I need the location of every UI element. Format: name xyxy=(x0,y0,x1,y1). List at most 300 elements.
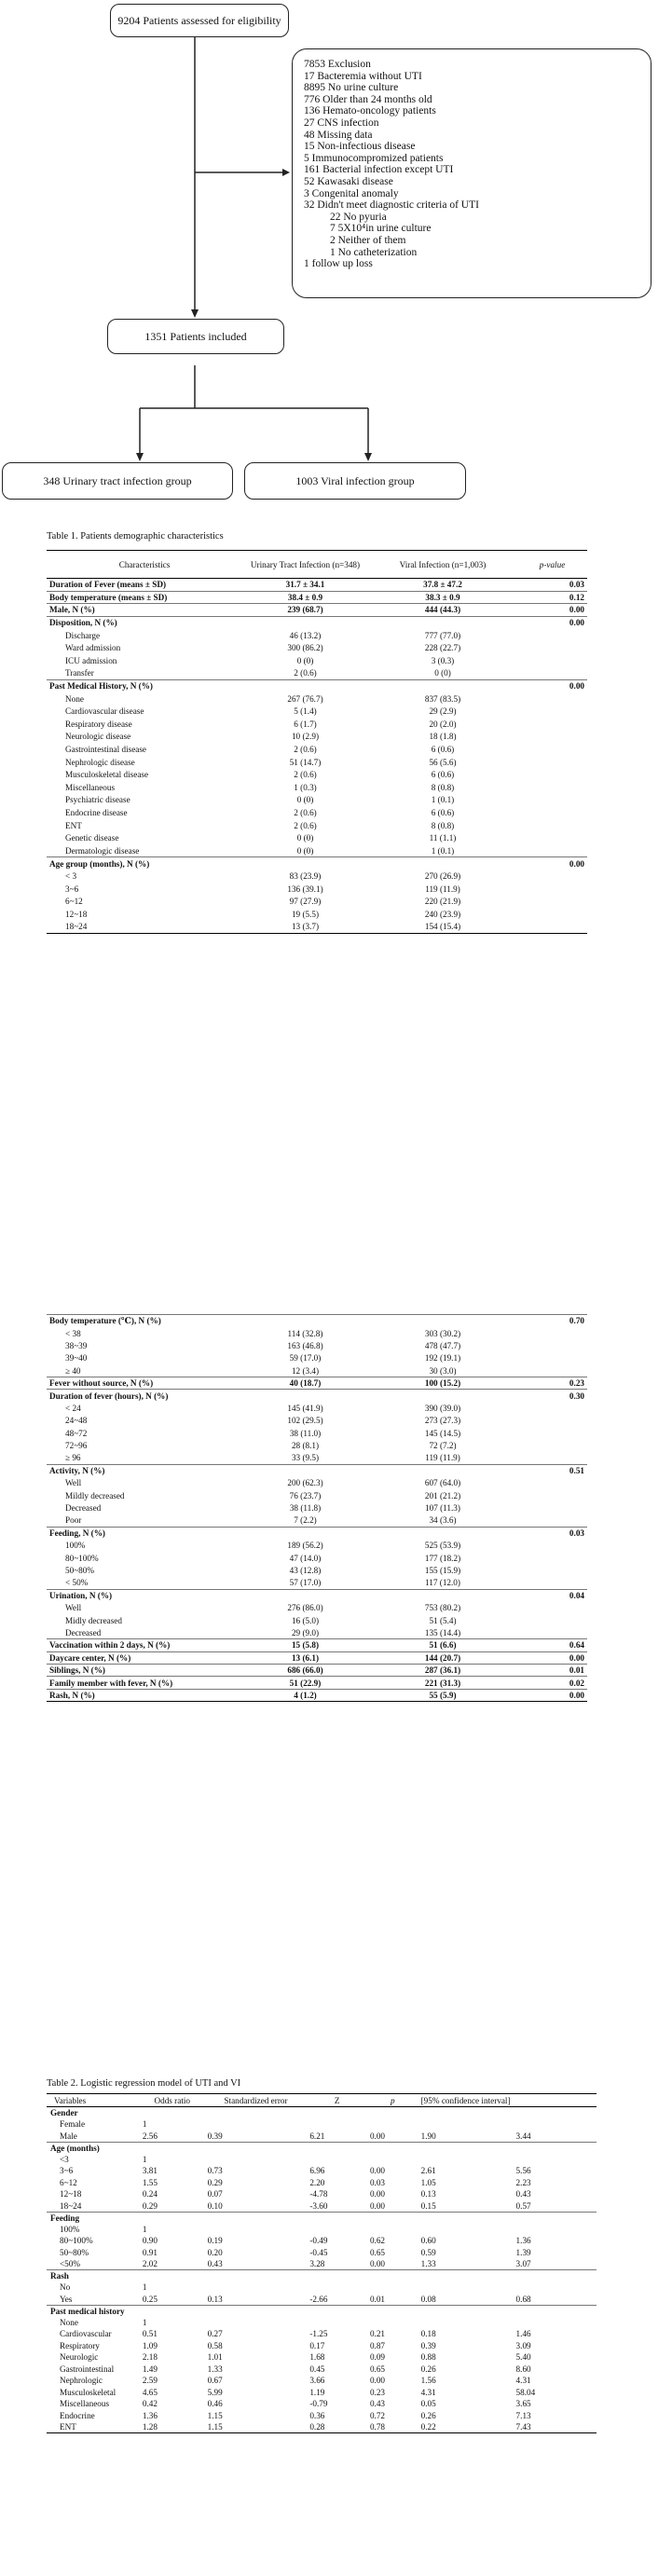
cell-value xyxy=(514,2281,597,2294)
cell-value: 40 (18.7) xyxy=(242,1377,368,1389)
cell-value: 1.68 xyxy=(309,2352,325,2363)
table-section-row xyxy=(47,2212,597,2224)
cell-value: 4.31 xyxy=(515,2376,531,2386)
row-label: Decreased xyxy=(65,1627,102,1637)
cell-value: 0.00 xyxy=(517,1651,587,1664)
table-section-row xyxy=(47,1464,587,1476)
cell-value xyxy=(517,870,587,883)
row-label: Urination, N (%) xyxy=(47,1589,242,1601)
cell-value xyxy=(367,2281,418,2294)
cell-value: 6 (1.7) xyxy=(294,719,317,729)
row-label: Duration of Fever (means ± SD) xyxy=(47,579,242,592)
row-label: Feeding, N (%) xyxy=(47,1527,242,1539)
exclusion-line: 8895 No urine culture xyxy=(304,82,399,94)
cell-value: -1.25 xyxy=(309,2329,328,2339)
table-row xyxy=(47,1327,587,1339)
cell-value xyxy=(367,2224,418,2236)
cell-value: 0.64 xyxy=(517,1639,587,1651)
cell-value: 0.00 xyxy=(369,2259,386,2268)
cell-value xyxy=(517,1514,587,1527)
cell-value: 0.07 xyxy=(207,2189,223,2199)
cell-value xyxy=(418,2270,514,2282)
viral-group-box xyxy=(244,462,466,500)
row-label: Miscellaneous xyxy=(60,2399,110,2409)
cell-value: 2.61 xyxy=(420,2166,436,2176)
cell-value: 3.09 xyxy=(515,2340,531,2350)
table-row xyxy=(47,1439,587,1451)
cell-value: 0.29 xyxy=(142,2200,158,2211)
cell-value xyxy=(242,857,368,870)
table-row xyxy=(47,2421,597,2433)
table-row xyxy=(47,1489,587,1501)
row-label: 39~40 xyxy=(65,1353,88,1363)
cell-value: 686 (66.0) xyxy=(242,1664,368,1676)
cell-value xyxy=(517,1364,587,1377)
cell-value xyxy=(367,2305,418,2317)
table-row xyxy=(47,908,587,921)
cell-value: 0.00 xyxy=(517,679,587,692)
row-label: ICU admission xyxy=(65,655,117,665)
cell-value: 0.19 xyxy=(207,2236,223,2246)
cell-value xyxy=(242,1315,368,1327)
cell-value: 0.88 xyxy=(420,2352,436,2363)
table-row xyxy=(47,2224,597,2236)
cell-value: 20 (2.0) xyxy=(429,719,457,729)
cell-value: 5.40 xyxy=(515,2352,531,2363)
cell-value: 0 (0) xyxy=(434,668,451,678)
cell-value: 5.56 xyxy=(515,2166,531,2176)
cell-value xyxy=(205,2212,308,2224)
cell-value: 0.03 xyxy=(517,579,587,592)
row-label: Neurologic disease xyxy=(65,732,131,742)
row-label: ≥ 96 xyxy=(65,1453,81,1463)
cell-value xyxy=(517,629,587,642)
cell-value: 1.33 xyxy=(207,2364,223,2374)
cell-value xyxy=(418,2154,514,2166)
cell-value: 0.08 xyxy=(420,2294,436,2304)
cell-value xyxy=(517,1452,587,1464)
cell-value: 56 (5.6) xyxy=(429,757,457,767)
cell-value: 51 (22.9) xyxy=(242,1677,368,1689)
cell-value xyxy=(140,2107,205,2119)
cell-value: 6 (0.6) xyxy=(431,770,455,780)
row-label: 6~12 xyxy=(60,2177,77,2187)
table-row xyxy=(47,1427,587,1439)
cell-value: 3 (0.3) xyxy=(431,655,455,665)
cell-value xyxy=(517,831,587,844)
row-label: Well xyxy=(65,1603,82,1613)
cell-value: 0.04 xyxy=(517,1589,587,1601)
row-label: Female xyxy=(60,2119,86,2130)
cell-value: 1.09 xyxy=(142,2340,158,2350)
table-section-row xyxy=(47,1689,587,1701)
table-section-row xyxy=(47,2270,597,2282)
cell-value: 0.68 xyxy=(515,2294,531,2304)
cell-value: 0.46 xyxy=(207,2399,223,2409)
cell-value xyxy=(242,1589,368,1601)
cell-value: 300 (86.2) xyxy=(287,643,323,653)
assessed-box xyxy=(110,4,289,37)
exclusion-line: 52 Kawasaki disease xyxy=(304,175,393,187)
row-label: 100% xyxy=(60,2224,80,2234)
cell-value: 0.24 xyxy=(142,2189,158,2199)
row-label: Feeding xyxy=(47,2212,140,2224)
cell-value xyxy=(517,641,587,654)
cell-value xyxy=(242,1527,368,1539)
row-label: Gastrointestinal disease xyxy=(65,745,147,755)
table-row xyxy=(47,1552,587,1564)
cell-value: 0.21 xyxy=(369,2329,386,2339)
exclusion-line: 3 Congenital anomaly xyxy=(304,187,399,199)
cell-value: 777 (77.0) xyxy=(424,630,461,640)
cell-value: 83 (23.9) xyxy=(289,870,322,881)
table-section-row xyxy=(47,604,587,617)
cell-value: 0.43 xyxy=(207,2259,223,2268)
row-label: Disposition, N (%) xyxy=(47,616,242,629)
cell-value xyxy=(367,2270,418,2282)
cell-value: 0.00 xyxy=(517,604,587,617)
cell-value: 1 (0.1) xyxy=(431,845,455,856)
table2-header-ci-upper xyxy=(514,2094,597,2107)
table1-part1 xyxy=(47,550,587,934)
table2-header-z: Z xyxy=(307,2094,367,2107)
cell-value: 154 (15.4) xyxy=(368,921,517,934)
cell-value: 37.8 ± 47.2 xyxy=(368,579,517,592)
row-label: 12~18 xyxy=(65,909,88,919)
cell-value xyxy=(418,2212,514,2224)
exclusion-line: 17 Bacteremia without UTI xyxy=(304,70,422,82)
cell-value xyxy=(517,1402,587,1414)
cell-value: 33 (9.5) xyxy=(291,1453,320,1463)
cell-value: 0.02 xyxy=(517,1677,587,1689)
row-label: Yes xyxy=(60,2294,73,2304)
row-label: Past Medical History, N (%) xyxy=(47,679,242,692)
cell-value: 2.59 xyxy=(142,2376,158,2386)
cell-value: 1.15 xyxy=(205,2421,308,2433)
row-label: < 3 xyxy=(65,870,77,881)
cell-value: 1.28 xyxy=(140,2421,205,2433)
table1-header-viral: Viral Infection (n=1,003) xyxy=(368,551,517,579)
table-row xyxy=(47,883,587,896)
row-label: Dermatologic disease xyxy=(65,845,140,856)
cell-value xyxy=(517,1477,587,1489)
row-label: Psychiatric disease xyxy=(65,795,130,805)
cell-value xyxy=(307,2317,367,2329)
cell-value: 192 (19.1) xyxy=(424,1353,461,1363)
row-label: Well xyxy=(65,1478,82,1488)
cell-value xyxy=(205,2118,308,2131)
cell-value: 303 (30.2) xyxy=(424,1328,461,1338)
row-label: Poor xyxy=(65,1515,82,1526)
cell-value: 200 (62.3) xyxy=(287,1478,323,1488)
cell-value xyxy=(514,2142,597,2154)
cell-value: 0.30 xyxy=(517,1390,587,1402)
cell-value xyxy=(517,1577,587,1589)
cell-value: 38.4 ± 0.9 xyxy=(242,591,368,604)
cell-value: 4 (1.2) xyxy=(242,1689,368,1701)
cell-value: 3.65 xyxy=(515,2399,531,2409)
cell-value: 0.13 xyxy=(207,2294,223,2304)
table-row xyxy=(47,781,587,794)
table-section-row xyxy=(47,1527,587,1539)
cell-value: 1.39 xyxy=(515,2247,531,2257)
cell-value: 4.65 xyxy=(142,2387,158,2397)
cell-value: 4.31 xyxy=(420,2387,436,2397)
cell-value: -4.78 xyxy=(309,2189,328,2199)
exclusion-line: 22 No pyuria xyxy=(330,211,387,223)
cell-value: 220 (21.9) xyxy=(424,897,461,907)
cell-value: 2 (0.6) xyxy=(294,668,317,678)
table-row xyxy=(47,743,587,756)
row-label: Rash xyxy=(47,2270,140,2282)
row-label: 18~24 xyxy=(47,921,242,934)
cell-value: 57 (17.0) xyxy=(289,1578,322,1588)
table2-header-std-error: Standardized error xyxy=(205,2094,308,2107)
cell-value: 0.01 xyxy=(369,2294,386,2304)
cell-value: 0.18 xyxy=(420,2329,436,2339)
cell-value: 29 (9.0) xyxy=(291,1627,320,1637)
table1-caption: Table 1. Patients demographic characteristics xyxy=(47,531,224,541)
cell-value: 1.15 xyxy=(207,2410,223,2420)
table-row xyxy=(47,2328,597,2340)
cell-value xyxy=(418,2142,514,2154)
row-label: Miscellaneous xyxy=(65,782,116,792)
table-row xyxy=(47,2398,597,2410)
cell-value xyxy=(517,1327,587,1339)
row-label: 50~80% xyxy=(65,1566,94,1575)
row-label: Discharge xyxy=(65,630,101,640)
table-row xyxy=(47,2118,597,2131)
cell-value: 1 xyxy=(142,2119,147,2130)
cell-value: 31.7 ± 34.1 xyxy=(242,579,368,592)
cell-value: -2.66 xyxy=(309,2294,328,2304)
cell-value xyxy=(367,2118,418,2131)
cell-value: 0.57 xyxy=(515,2200,531,2211)
table1-part2 xyxy=(47,1314,587,1702)
table-section-row xyxy=(47,1390,587,1402)
row-label: Cardiovascular xyxy=(60,2329,112,2339)
cell-value: 0.65 xyxy=(369,2247,386,2257)
cell-value: 1.49 xyxy=(142,2364,158,2374)
cell-value xyxy=(517,1352,587,1364)
table-row xyxy=(47,831,587,844)
table-row xyxy=(47,2131,597,2143)
cell-value: 135 (14.4) xyxy=(424,1627,461,1637)
cell-value xyxy=(368,1527,517,1539)
cell-value: 7 (2.2) xyxy=(294,1515,317,1526)
table-row xyxy=(47,705,587,718)
cell-value xyxy=(418,2305,514,2317)
cell-value: 177 (18.2) xyxy=(424,1553,461,1563)
cell-value xyxy=(517,1439,587,1451)
cell-value: 2 (0.6) xyxy=(294,770,317,780)
cell-value xyxy=(517,768,587,781)
cell-value: 0.39 xyxy=(207,2131,223,2141)
row-label: 38~39 xyxy=(65,1340,88,1350)
cell-value xyxy=(368,1390,517,1402)
exclusion-line: 27 CNS infection xyxy=(304,116,379,129)
cell-value: -0.49 xyxy=(309,2236,328,2246)
cell-value: 525 (53.9) xyxy=(424,1541,461,1551)
cell-value xyxy=(517,692,587,706)
table-row xyxy=(47,768,587,781)
cell-value xyxy=(205,2317,308,2329)
cell-value: 444 (44.3) xyxy=(368,604,517,617)
cell-value xyxy=(205,2224,308,2236)
cell-value: 0.72 xyxy=(369,2410,386,2420)
cell-value xyxy=(418,2317,514,2329)
cell-value: 270 (26.9) xyxy=(424,870,461,881)
cell-value: 0 (0) xyxy=(296,845,314,856)
exclusion-line: 136 Hemato-oncology patients xyxy=(304,105,436,117)
table-row xyxy=(47,756,587,769)
cell-value: 8 (0.8) xyxy=(431,782,455,792)
cell-value xyxy=(368,616,517,629)
table1-header-pvalue: p-value xyxy=(517,551,587,579)
cell-value: 155 (15.9) xyxy=(424,1566,461,1575)
cell-value: 0.03 xyxy=(517,1527,587,1539)
cell-value: 3.81 xyxy=(142,2166,158,2176)
cell-value xyxy=(517,667,587,680)
cell-value: 119 (11.9) xyxy=(425,1453,460,1463)
row-label: Endocrine xyxy=(60,2410,95,2420)
cell-value: 55 (5.9) xyxy=(368,1689,517,1701)
row-label: Fever without source, N (%) xyxy=(47,1377,242,1389)
row-label: Male xyxy=(60,2131,77,2141)
table-row xyxy=(47,895,587,908)
cell-value: 1 xyxy=(142,2224,147,2234)
table-section-row xyxy=(47,2142,597,2154)
cell-value: 240 (23.9) xyxy=(424,909,461,919)
exclusion-line: 32 Didn't meet diagnostic criteria of UTI xyxy=(304,199,479,212)
cell-value: 273 (27.3) xyxy=(424,1416,461,1426)
row-label: Age (months) xyxy=(47,2142,140,2154)
cell-value: 2 (0.6) xyxy=(294,807,317,817)
row-label: <3 xyxy=(60,2154,69,2164)
cell-value: 7.13 xyxy=(515,2410,531,2420)
table-row xyxy=(47,667,587,680)
cell-value: 0.10 xyxy=(207,2200,223,2211)
cell-value: 38 (11.8) xyxy=(289,1503,322,1514)
cell-value xyxy=(418,2118,514,2131)
cell-value: 12 (3.4) xyxy=(291,1365,320,1376)
cell-value: 0 (0) xyxy=(296,833,314,843)
cell-value: 6 (0.6) xyxy=(431,745,455,755)
table-section-row xyxy=(47,2107,597,2119)
cell-value: 2.18 xyxy=(142,2352,158,2363)
cell-value: 145 (14.5) xyxy=(424,1428,461,1438)
cell-value xyxy=(517,781,587,794)
cell-value xyxy=(307,2107,367,2119)
row-label: Male, N (%) xyxy=(47,604,242,617)
cell-value xyxy=(205,2107,308,2119)
cell-value: 13 (3.7) xyxy=(242,921,368,934)
cell-value: 46 (13.2) xyxy=(289,630,322,640)
cell-value xyxy=(140,2270,205,2282)
cell-value xyxy=(517,654,587,667)
cell-value xyxy=(140,2142,205,2154)
table-row xyxy=(47,2200,597,2213)
cell-value: 0.87 xyxy=(369,2340,386,2350)
row-label: ≥ 40 xyxy=(65,1365,81,1376)
table-row xyxy=(47,806,587,819)
cell-value xyxy=(367,2212,418,2224)
cell-value: 144 (20.7) xyxy=(368,1651,517,1664)
cell-value xyxy=(517,705,587,718)
cell-value: 11 (1.1) xyxy=(429,833,457,843)
cell-value: 0.70 xyxy=(517,1315,587,1327)
table-row xyxy=(47,2375,597,2387)
row-label: 6~12 xyxy=(65,897,83,907)
cell-value xyxy=(140,2305,205,2317)
cell-value: 1 (0.3) xyxy=(294,782,317,792)
cell-value: 0.43 xyxy=(369,2399,386,2409)
cell-value: 0.42 xyxy=(142,2399,158,2409)
table-row xyxy=(47,1364,587,1377)
cell-value: -0.79 xyxy=(309,2399,328,2409)
row-label: Respiratory disease xyxy=(65,719,132,729)
cell-value: 7.43 xyxy=(514,2421,597,2433)
cell-value: 1.19 xyxy=(309,2387,325,2397)
cell-value: 51 (6.6) xyxy=(368,1639,517,1651)
table-section-row xyxy=(47,1639,587,1651)
cell-value: 837 (83.5) xyxy=(424,693,461,704)
cell-value: 478 (47.7) xyxy=(424,1340,461,1350)
cell-value: 0.29 xyxy=(207,2177,223,2187)
cell-value: 0.43 xyxy=(515,2189,531,2199)
cell-value: -0.45 xyxy=(309,2247,328,2257)
table-row xyxy=(47,1601,587,1613)
cell-value: 0.05 xyxy=(420,2399,436,2409)
cell-value: 1.36 xyxy=(515,2236,531,2246)
table-section-row xyxy=(47,579,587,592)
cell-value xyxy=(418,2107,514,2119)
table-row xyxy=(47,2364,597,2376)
table-row xyxy=(47,1452,587,1464)
table-row xyxy=(47,2294,597,2306)
cell-value xyxy=(517,1540,587,1552)
cell-value xyxy=(517,718,587,731)
cell-value xyxy=(368,1589,517,1601)
cell-value: 0.27 xyxy=(207,2329,223,2339)
exclusion-line: 1 No catheterization xyxy=(330,246,418,258)
cell-value: 51 (5.4) xyxy=(429,1615,457,1625)
row-label: Activity, N (%) xyxy=(47,1464,242,1476)
table-section-row xyxy=(47,1315,587,1327)
row-label: Family member with fever, N (%) xyxy=(47,1677,242,1689)
cell-value: 0.13 xyxy=(420,2189,436,2199)
row-label: Vaccination within 2 days, N (%) xyxy=(47,1639,242,1651)
table-row xyxy=(47,844,587,857)
row-label: 24~48 xyxy=(65,1416,88,1426)
cell-value xyxy=(307,2281,367,2294)
row-label: No xyxy=(60,2282,71,2293)
cell-value: 0.03 xyxy=(369,2177,386,2187)
row-label: Gender xyxy=(47,2107,140,2119)
cell-value: 0.73 xyxy=(207,2166,223,2176)
row-label: Cardiovascular disease xyxy=(65,706,144,717)
cell-value: 1.01 xyxy=(207,2352,223,2363)
row-label: Age group (months), N (%) xyxy=(47,857,242,870)
cell-value: 287 (36.1) xyxy=(368,1664,517,1676)
cell-value: 0.58 xyxy=(207,2340,223,2350)
table-row xyxy=(47,1564,587,1576)
cell-value: 189 (56.2) xyxy=(287,1541,323,1551)
cell-value: 8 (0.8) xyxy=(431,820,455,830)
row-label: ENT xyxy=(47,2421,140,2433)
cell-value: 114 (32.8) xyxy=(287,1328,323,1338)
table-section-row xyxy=(47,2305,597,2317)
